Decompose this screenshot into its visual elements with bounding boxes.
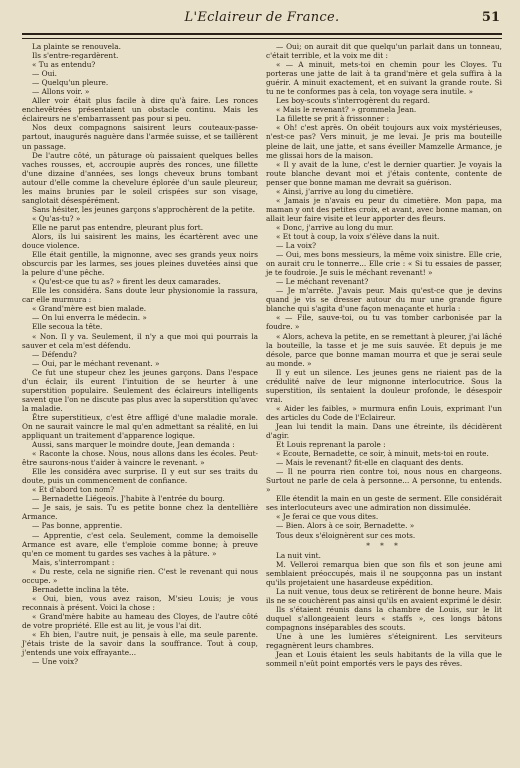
paragraph: Une à une les lumières s'éteignirent. Les serviteurs regagnèrent leurs chambres. [266, 632, 502, 651]
paragraph: La nuit vint. [276, 550, 321, 560]
paragraph: « Raconte la chose. Nous, nous allons dans les écoles. Peut-être saurons-nous t'aider à vaincre le revenant. » [22, 449, 258, 468]
paragraph: « Alors, acheva la petite, en se remettant à pleurer, j'ai lâché la bouteille, la tasse et je me suis sauvée. Et depuis je me désole, parce que bonne maman mourra et que je serai seule au monde. » [266, 331, 502, 368]
paragraph: « Eh bien, l'autre nuit, je pensais à elle, ma seule parente. J'étais triste de la savoir dans la souffrance. Tout à coup, j'entends une voix effrayante... [22, 630, 258, 658]
paragraph: — Il ne pourra rien contre toi, nous nous en chargeons. Surtout ne parle de cela à personne... A personne, tu entends. » [266, 467, 502, 495]
paragraph: — Oui. [32, 69, 57, 79]
paragraph: Elle étendit la main en un geste de serment. Elle considérait ses interlocuteurs avec une admiration non dissimulée. [266, 494, 502, 513]
paragraph: « Ainsi, j'arrive au long du cimetière. [276, 186, 414, 196]
header-rule [22, 33, 502, 39]
paragraph: — On lui enverra le médecin. » [32, 313, 147, 323]
paragraph: — Oui, par le méchant revenant. » [32, 358, 160, 368]
paragraph: — Une voix? [32, 657, 78, 667]
paragraph: Alors, ils lui saisirent les mains, les écartèrent avec une douce violence. [22, 231, 258, 251]
paragraph: « — File, sauve-toi, ou tu vas tomber carbonisée par la foudre. » [266, 313, 502, 332]
paragraph: Jean lui tendit la main. Dans une étreinte, ils décidèrent d'agir. [266, 421, 502, 441]
journal-title: L'Eclaireur de France. [184, 10, 340, 25]
paragraph: « Grand'mère est bien malade. [32, 304, 147, 314]
paragraph: — Bernadette Liégeois. J'habite à l'entrée du bourg. [32, 494, 225, 504]
text-column-right [266, 42, 502, 668]
paragraph: La plainte se renouvela. [32, 42, 121, 51]
paragraph: Ils s'étaient réunis dans la chambre de Louis, sur le lit duquel s'allongeaient leurs « staffs », ces longs bâtons compagnons inséparables des scouts. [266, 604, 502, 632]
paragraph: Aller voir était plus facile à dire qu'à faire. Les ronces enchevêtrées présentaient un obstacle continu. Mais les éclaireurs ne s'embarrassent pas pour si peu. [22, 96, 258, 124]
paragraph: — Je sais, je sais. Tu es petite bonne chez la dentellière Armance. [22, 503, 258, 522]
paragraph: Elle les considéra. Sans doute leur physionomie la rassura, car elle murmura : [22, 286, 258, 305]
paragraph: — Bien. Alors à ce soir, Bernadette. » [276, 521, 415, 531]
page-number: 51 [481, 10, 500, 25]
section-separator: * * * [366, 540, 402, 550]
paragraph: Nos deux compagnons saisirent leurs couteaux-passe-partout, inaugurés naguère dans l'armée suisse, et se taillèrent un passage. [22, 123, 258, 151]
paragraph: « Oui, bien, vous avez raison, M'sieu Louis; je vous reconnais à présent. Voici la chose : [22, 593, 258, 612]
paragraph: « Tu as entendu? [32, 60, 96, 70]
paragraph: « — A minuit, mets-toi en chemin pour les Cloyes. Tu porteras une jatte de lait à ta grand'mère et gela suffira à la guérir. A minuit exactement, et en suivant la grande route. Si tu ne te conformes pas à cela, ton voyage sera inutile. » [266, 60, 502, 97]
paragraph: — Mais le revenant? fit-elle en claquant des dents. [276, 458, 464, 468]
paragraph: — Apprentie, c'est cela. Seulement, comme la demoiselle Armance est avare, elle t'emploie comme bonne; à preuve qu'en ce moment tu gardes ses vaches à la pâture. » [22, 530, 258, 558]
paragraph: « Ecoute, Bernadette, ce soir, à minuit, mets-toi en route. [276, 449, 489, 459]
paragraph: La fillette se prit à frissonner : [276, 114, 390, 124]
paragraph: « Jamais je n'avais eu peur du cimetière. Mon papa, ma maman y ont des petites croix, et avant, avec bonne maman, on allait leur faire visite et leur apporter des fleurs. [266, 195, 502, 223]
paragraph: Ce fut une stupeur chez les jeunes garçons. Dans l'espace d'un éclair, ils eurent l'intuition de se heurter à une superstition populaire. Seulement des éclaireurs intelligents savent que l'on ne discute pas plus avec la superstition qu'avec la maladie. [22, 367, 258, 413]
paragraph: Les boy-scouts s'interrogèrent du regard. [276, 96, 430, 106]
paragraph: Elle ne parut pas entendre, pleurant plus fort. [32, 222, 204, 232]
paragraph: « Donc, j'arrive au long du mur. [276, 222, 394, 232]
paragraph: « Qu'as-tu? » [32, 213, 81, 223]
paragraph: Et Louis reprenant la parole : [276, 440, 386, 450]
paragraph: Ils s'entre-regardèrent. [32, 51, 119, 61]
paragraph: — Oui, mes bons messieurs, la même voix sinistre. Elle crie, on aurait cru le tonnerre... Elle crie : « Si tu essaies de passer, je te foudroie. Je suis le méchant revenant! » [266, 250, 502, 278]
paragraph: Bernadette inclina la tête. [32, 584, 129, 594]
paragraph: « Et d'abord ton nom? [32, 485, 115, 495]
paragraph: « Aider les faibles, » murmura enfin Louis, exprimant l'un des articles du Code de l'Eclaireur. [266, 403, 502, 422]
paragraph: La nuit venue, tous deux se retirèrent de bonne heure. Mais ils ne se couchèrent pas ainsi qu'ils en avaient exprimé le désir. [266, 586, 502, 605]
paragraph: Sans hésiter, les jeunes garçons s'approchèrent de la petite. [32, 204, 255, 214]
paragraph: « Oh! c'est après. On obéit toujours aux voix mystérieuses, n'est-ce pas? Vers minuit, je me levai. Je pris ma bouteille pleine de lait, une jatte, et sans éveiller Mamzelle Armance, je me glissai hors de la maison. [266, 123, 502, 160]
paragraph: De l'autre côté, un pâturage où paissaient quelques belles vaches rousses, et, accroupie auprès des ronces, une fillette d'une dizaine d'années, ses longs cheveux bruns tombant autour d'elle comme la chevelure éplorée d'un saule pleureur, les mains brunies par le soleil crispées sur son visage, sanglotait désespérément. [22, 150, 258, 205]
paragraph: « Non. Il y va. Seulement, il n'y a que moi qui pourrais la sauver et cela m'est défendu. [22, 331, 258, 350]
paragraph: Mais, s'interrompant : [32, 557, 115, 567]
paragraph: Elle les considéra avec surprise. Il y eut sur ses traits du doute, puis un commencement de confiance. [22, 467, 258, 486]
paragraph: — Défendu? [32, 349, 77, 359]
paragraph: M. Velleroi remarqua bien que son fils et son jeune ami semblaient préoccupés, mais il ne soupçonna pas un instant qu'ils projetaient une hasardeuse expédition. [266, 559, 502, 587]
paragraph: — Quelqu'un pleure. [32, 78, 109, 88]
paragraph: « Je ferai ce que vous dites. [276, 512, 379, 522]
paragraph: — Le méchant revenant? [276, 277, 369, 287]
paragraph: Jean et Louis étaient les seuls habitants de la villa que le sommeil n'eût point emportés vers le pays des rêves. [266, 650, 502, 669]
paragraph: Elle était gentille, la mignonne, avec ses grands yeux noirs obscurcis par les larmes, ses joues pleines duvetées ainsi que la pelure d'une pêche. [22, 250, 258, 278]
paragraph: Être superstitieux, c'est être affligé d'une maladie morale. On ne saurait vaincre le mal qu'en admettant sa réalité, en lui appliquant un traitement d'apparence logique. [22, 412, 258, 441]
paragraph: « Grand'mère habite au hameau des Cloyes, de l'autre côté de votre propriété. Elle est au lit, je vous l'ai dit. [22, 611, 258, 630]
page-header [22, 8, 502, 32]
paragraph: « Mais le revenant? » grommela Jean. [276, 105, 417, 115]
paragraph: « Il y avait de la lune, c'est le dernier quartier. Je voyais la route blanche devant moi et j'étais contente, contente de penser que bonne maman me devrait sa guérison. [266, 159, 502, 187]
paragraph: — La voix? [276, 241, 317, 251]
paragraph: « Du reste, cela ne signifie rien. C'est le revenant qui nous occupe. » [22, 566, 258, 585]
paragraph: — Je m'arrête. J'avais peur. Mais qu'est-ce que je devins quand je vis se dresser autour du mur une grande figure blanche qui s'agita d'une façon menaçante et hurla : [266, 286, 502, 314]
paragraph: — Oui; on aurait dit que quelqu'un parlait dans un tonneau, c'était terrible, et la voix me dit : [266, 42, 502, 61]
paragraph: — Allons voir. » [32, 87, 90, 97]
paragraph: « Qu'est-ce que tu as? » firent les deux camarades. [32, 277, 221, 287]
text-column-left [22, 42, 258, 666]
paragraph: — Pas bonne, apprentie. [32, 521, 123, 531]
paragraph: Tous deux s'éloignèrent sur ces mots. [276, 530, 416, 540]
paragraph: Aussi, sans marquer le moindre doute, Jean demanda : [32, 440, 235, 450]
paragraph: Il y eut un silence. Les jeunes gens ne riaient pas de la crédulité naïve de leur mignonne interlocutrice. Sous la superstition, ils sentaient la douleur profonde, le désespoir vrai. [266, 367, 502, 404]
paragraph: « Et tout à coup, la voix s'élève dans la nuit. [276, 231, 440, 241]
paragraph: Elle secoua la tête. [32, 322, 103, 332]
